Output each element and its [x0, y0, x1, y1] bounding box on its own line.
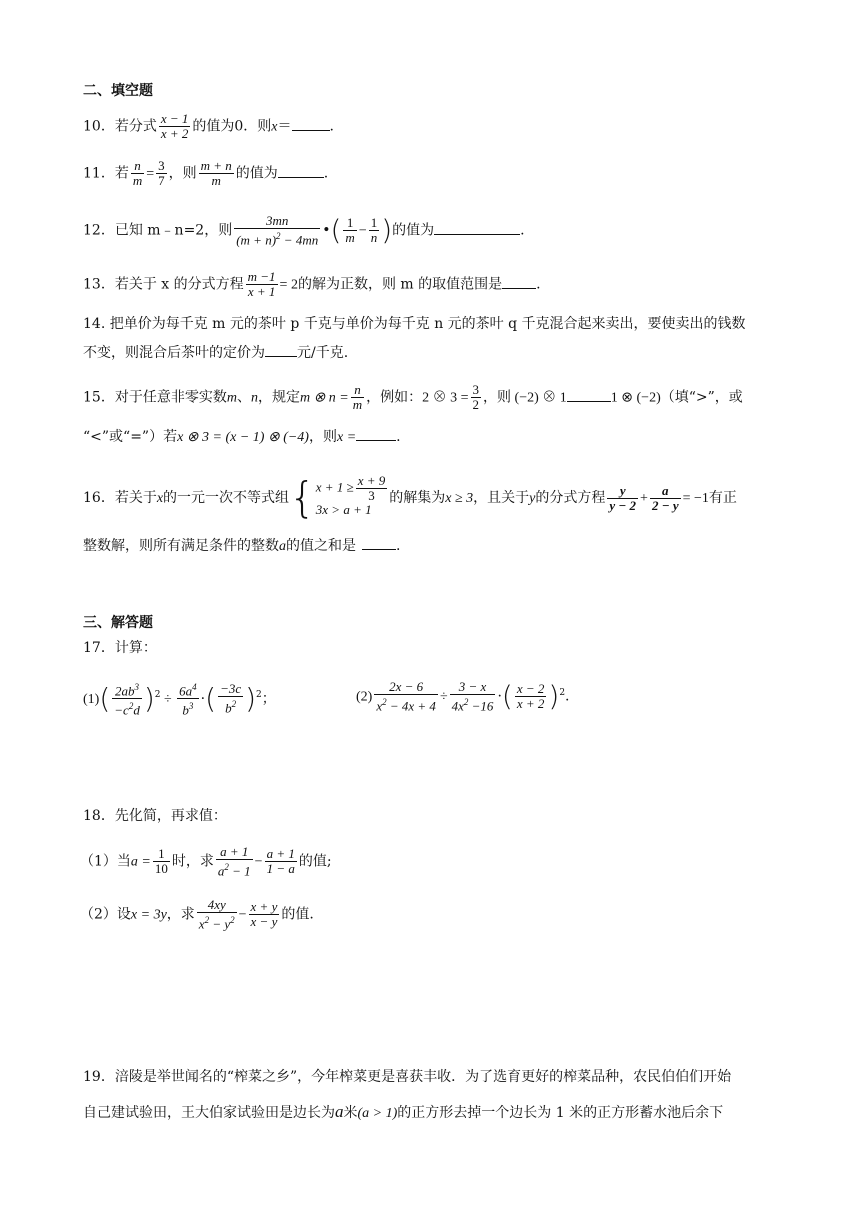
denominator: y − 2 — [609, 497, 637, 513]
right-paren: ) — [245, 681, 257, 715]
question-18-title: 18．先化简，再求值： — [83, 808, 227, 824]
right-paren: ) — [548, 679, 560, 713]
exponent: 2 — [276, 231, 281, 241]
answer-blank[interactable] — [362, 537, 396, 550]
variable: x — [271, 119, 278, 135]
numerator: x − 1 — [160, 111, 189, 126]
part-label: (1) — [83, 691, 100, 707]
denominator: m — [345, 230, 355, 246]
denominator: $b^3$ — [182, 701, 194, 718]
numerator: 3mn — [234, 214, 320, 229]
question-13 — [83, 270, 541, 299]
variable: a — [279, 539, 286, 554]
fraction — [265, 847, 297, 876]
numerator: x − 2 — [516, 681, 545, 697]
question-text: 的值为 — [392, 222, 435, 239]
left-brace: { — [289, 473, 316, 522]
answer-blank[interactable] — [502, 276, 536, 289]
question-text: 时，求 — [171, 853, 214, 870]
comparison-right: 1 ⊗ (−2) — [610, 390, 661, 406]
question-number: 15． — [83, 389, 115, 406]
denominator: 3 — [368, 488, 375, 503]
fraction — [177, 680, 199, 718]
answer-blank[interactable] — [434, 222, 520, 235]
period: . — [396, 538, 401, 554]
part-label: (2) — [356, 689, 373, 705]
question-text: 若关于 — [114, 490, 157, 506]
question-text: 自己建试验田，王大伯家试验田是边长为 — [83, 1105, 335, 1121]
period: . — [323, 165, 329, 182]
equation-rhs: = −1 — [682, 491, 709, 506]
numerator: x + 9 — [357, 473, 386, 488]
multiply-dot: · — [200, 690, 206, 707]
question-17-part-2 — [356, 680, 570, 713]
answer-blank[interactable] — [356, 428, 396, 441]
question-17-title: 17．计算： — [83, 640, 157, 656]
fraction — [112, 680, 142, 718]
exponent: 2 — [256, 690, 262, 701]
denominator: m — [132, 173, 143, 188]
denominator: 1 − a — [266, 861, 295, 877]
inequality-2: 3x > a + 1 — [315, 502, 372, 517]
denominator: x + 2 — [516, 696, 545, 712]
plus-sign: + — [640, 491, 648, 506]
equals-sign: = — [146, 166, 155, 182]
equation-rhs: = 2 — [279, 277, 298, 293]
period: . — [329, 118, 334, 135]
denominator-part: (m + n) — [236, 232, 277, 248]
minus-sign: − — [358, 223, 367, 239]
question-12 — [83, 214, 525, 247]
answer-blank[interactable] — [292, 118, 330, 131]
question-text: 米 — [343, 1105, 358, 1121]
question-number: 16． — [83, 490, 115, 506]
variable-assignment: a = — [130, 854, 151, 870]
inequality-1 — [315, 473, 389, 503]
question-text: 的解为正数，则 m 的取值范围是 — [297, 276, 503, 293]
question-text: 的值. — [281, 906, 314, 923]
question-text: 已知 m﹣n=2，则 — [114, 222, 233, 239]
denominator: x + 1 — [247, 284, 276, 299]
operation-definition: m ⊗ n = — [299, 390, 349, 406]
fraction — [249, 900, 280, 929]
fraction — [374, 680, 438, 713]
condition-expression: x ⊗ 3 = (x − 1) ⊗ (−4) — [177, 430, 309, 445]
question-15-line-2 — [83, 427, 401, 448]
semicolon: ； — [261, 690, 276, 707]
question-text: 的值为 — [235, 165, 278, 182]
variable: m — [226, 390, 237, 406]
exponent: 2 — [224, 862, 229, 872]
exponent: 2 — [154, 690, 161, 701]
numerator: 1 — [343, 216, 356, 231]
question-text: 的正方形去掉一个边长为 1 米的正方形蓄水池后余下 — [397, 1105, 724, 1121]
variable-assignment: x = 3y — [130, 907, 167, 923]
fraction — [199, 159, 234, 188]
condition-expression: (a > 1) — [357, 1106, 398, 1121]
numerator: a + 1 — [216, 845, 253, 860]
exponent: 2 — [559, 688, 566, 699]
denominator: x + 2 — [160, 126, 189, 141]
numerator: 3 − x — [450, 680, 496, 695]
question-text: 整数解，则所有满足条件的整数 — [83, 538, 279, 554]
question-text: 的值; — [298, 853, 332, 870]
fraction — [246, 270, 278, 299]
question-number: 10． — [83, 118, 115, 135]
question-text: 的值之和是 — [286, 538, 356, 554]
solution-set: x ≥ 3 — [445, 491, 474, 506]
denominator — [234, 229, 320, 247]
numerator: a — [650, 484, 681, 499]
denominator: x − y — [250, 914, 278, 930]
denominator: m — [211, 173, 221, 188]
denominator: 7 — [158, 173, 165, 188]
section-title-solutions: 三、解答题 — [83, 615, 153, 631]
period: . — [520, 222, 525, 239]
question-text: ，且关于 — [473, 490, 530, 506]
question-text: 有正 — [708, 490, 737, 506]
equals-sign: ＝ — [277, 118, 292, 135]
question-text: ，则 — [168, 165, 197, 182]
part-label: （1）当 — [80, 853, 131, 870]
numerator: $2ab^3$ — [112, 680, 142, 699]
fraction — [153, 847, 170, 876]
numerator: $6a^4$ — [179, 682, 197, 699]
question-text: 若关于 x 的分式方程 — [114, 276, 244, 293]
multiply-dot: · — [497, 688, 502, 705]
question-11 — [83, 159, 328, 188]
question-hint: “<”或“=”）若 — [83, 429, 178, 445]
left-paren: ( — [99, 681, 111, 715]
minus-sign: − — [238, 907, 247, 923]
fraction — [343, 216, 356, 245]
variable: y — [529, 491, 536, 506]
denominator: 10 — [154, 861, 168, 877]
fraction — [159, 112, 191, 141]
denominator-part: a — [217, 863, 225, 879]
question-text: 不变，则混合后茶叶的定价为 — [83, 345, 265, 361]
fraction — [515, 682, 547, 711]
answer-blank[interactable] — [567, 389, 611, 402]
answer-blank[interactable] — [265, 344, 297, 357]
numerator: −3c — [220, 681, 242, 697]
denominator: $4x^2 -16$ — [451, 697, 494, 714]
fraction — [369, 216, 380, 245]
question-text: ，则 — [308, 429, 337, 445]
fraction — [471, 383, 482, 412]
question-number: 11． — [83, 165, 115, 182]
question-text: 的一元一次不等式组 — [163, 490, 290, 506]
question-text: 元/千克. — [297, 345, 349, 361]
denominator: 2 — [472, 397, 480, 412]
variable: a — [335, 1102, 344, 1121]
fraction — [156, 159, 167, 188]
denominator: $x^2 - y^2$ — [198, 915, 235, 932]
numerator: 3 — [158, 158, 165, 173]
denominator: n — [370, 230, 378, 246]
fraction — [450, 680, 496, 713]
question-text: ，规定 — [257, 389, 300, 406]
numerator: n — [131, 159, 144, 174]
denominator: m — [352, 397, 363, 412]
question-14-line-1: 14. 把单价为每千克 m 元的茶叶 p 千克与单价为每千克 n 元的茶叶 q 千克混合起来卖出，要使卖出的钱数 — [83, 316, 746, 332]
numerator: 3 — [472, 382, 480, 397]
right-paren: ) — [381, 213, 393, 247]
question-17-part-1 — [83, 680, 276, 718]
denominator — [216, 860, 253, 878]
question-text: 若 — [114, 165, 129, 182]
numerator: 1 — [370, 215, 378, 231]
part-label: （2）设 — [80, 906, 131, 923]
fraction — [197, 898, 237, 931]
question-text: 的分式方程 — [535, 490, 606, 506]
question-18-part-1 — [80, 845, 332, 878]
period: . — [536, 276, 541, 293]
fraction — [351, 383, 364, 412]
multiply-dot: • — [322, 222, 331, 239]
comparison-left: ，则 (−2) ⊗ 1 — [483, 390, 567, 406]
fraction — [234, 214, 320, 247]
fraction — [607, 484, 638, 513]
divide-sign: ÷ — [160, 691, 176, 707]
left-paren: ( — [330, 213, 342, 247]
question-15-line-1 — [83, 383, 743, 412]
question-hint: （填“>”，或 — [660, 389, 743, 406]
fraction — [216, 845, 253, 878]
right-paren: ) — [143, 681, 155, 715]
question-14-line-2 — [83, 343, 348, 363]
question-16-line-1 — [83, 474, 737, 522]
denominator: $b^2$ — [225, 699, 237, 716]
variable: x — [156, 491, 164, 506]
example-expression: ，例如：2 ⊗ 3 = — [366, 390, 469, 406]
answer-blank[interactable] — [278, 165, 324, 178]
denominator: $x^2 - 4x + 4$ — [376, 697, 436, 714]
minus-sign: − — [254, 854, 263, 870]
question-19-line-1: 19．涪陵是举世闻名的“榨菜之乡”，今年榨菜更是喜获丰收．为了选育更好的榨菜品种，农民伯伯们开始 — [83, 1069, 732, 1085]
variable: n — [250, 390, 258, 406]
fraction — [650, 484, 681, 513]
question-text: ，求 — [166, 906, 195, 923]
numerator: n — [351, 383, 364, 398]
question-18-part-2 — [80, 898, 314, 931]
inequality-system — [316, 474, 389, 522]
question-number: 12． — [83, 222, 115, 239]
left-paren: ( — [205, 681, 217, 715]
question-text: 若分式 — [114, 118, 157, 135]
numerator: 1 — [153, 847, 170, 862]
question-16-line-2 — [83, 536, 400, 557]
fraction — [131, 159, 144, 188]
numerator: m + n — [200, 158, 232, 173]
denominator: $-c^2d$ — [114, 701, 140, 718]
section-title-fill-in: 二、填空题 — [83, 83, 153, 99]
fraction — [218, 682, 243, 715]
left-paren: ( — [501, 679, 513, 713]
question-text: 的值为0．则 — [192, 118, 272, 135]
numerator: a + 1 — [266, 846, 295, 862]
question-number: 13． — [83, 276, 115, 293]
numerator: 4xy — [197, 898, 237, 913]
inequality-lhs: x + 1 ≥ — [315, 479, 354, 495]
variable: x = — [336, 430, 357, 445]
period: . — [565, 688, 570, 705]
separator: 、 — [236, 389, 251, 406]
numerator: 2x − 6 — [374, 680, 438, 695]
numerator: x + y — [250, 899, 278, 915]
question-text: 的解集为 — [389, 490, 446, 506]
denominator-part: − 1 — [228, 863, 251, 879]
denominator: 2 − y — [651, 497, 679, 513]
question-text: 对于任意非零实数 — [114, 389, 227, 406]
numerator: y — [607, 484, 638, 499]
denominator-part: − 4mn — [280, 232, 319, 248]
question-19-line-2 — [83, 1102, 723, 1124]
divide-sign: ÷ — [439, 689, 448, 705]
period: . — [396, 429, 401, 445]
question-10 — [83, 112, 334, 141]
numerator: m −1 — [247, 269, 276, 284]
